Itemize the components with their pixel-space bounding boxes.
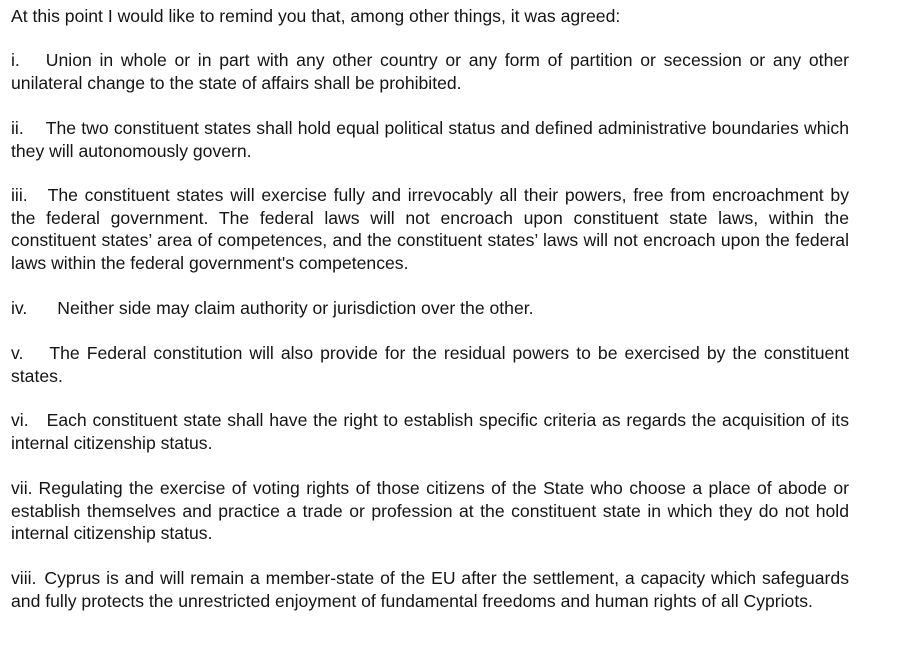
clause-text: Cyprus is and will remain a member-state of the EU after the settlement, a capacity which safeguards and fully protects the unrestricted enjoyment of fundamental freedoms and human rights of all Cypriots. <box>11 568 849 611</box>
clause-text: Each constituent state shall have the right to establish specific criteria as regards the acquisition of its internal citizenship status. <box>11 410 849 453</box>
clause-text: Regulating the exercise of voting rights of those citizens of the State who choose a place of abode or establish themselves and practice a trade or profession at the constituent state in which they do not hold internal citizenship status. <box>11 478 849 543</box>
intro-paragraph: At this point I would like to remind you that, among other things, it was agreed: <box>11 6 621 26</box>
clause-v <box>11 342 849 387</box>
clause-text: The Federal constitution will also provide for the residual powers to be exercised by the constituent states. <box>11 343 849 386</box>
clause-vii <box>11 477 849 545</box>
clause-i <box>11 49 849 94</box>
clause-number: viii. <box>11 568 37 588</box>
clause-text: Union in whole or in part with any other country or any form of partition or secession or any other unilateral change to the state of affairs shall be prohibited. <box>11 50 849 93</box>
clause-text: The constituent states will exercise fully and irrevocably all their powers, free from encroachment by the federal government. The federal laws will not encroach upon constituent state laws, within the constituent states’ area of competences, and the constituent states’ laws will not encroach upon the federal laws within the federal government's competences. <box>11 185 849 273</box>
clause-number: v. <box>11 343 24 363</box>
clause-number: iii. <box>11 185 28 205</box>
clause-text: Neither side may claim authority or jurisdiction over the other. <box>57 298 534 318</box>
clause-number: ii. <box>11 118 24 138</box>
clause-vi <box>11 409 849 454</box>
clause-number: i. <box>11 50 20 70</box>
clause-iv <box>11 297 849 320</box>
document-body <box>11 5 849 611</box>
clause-number: vii. <box>11 478 33 498</box>
clause-ii <box>11 117 849 162</box>
clause-viii <box>11 567 849 612</box>
clause-iii <box>11 184 849 274</box>
clause-number: vi. <box>11 410 29 430</box>
clause-number: iv. <box>11 298 28 318</box>
clause-text: The two constituent states shall hold equal political status and defined administrative boundaries which they will autonomously govern. <box>11 118 849 161</box>
